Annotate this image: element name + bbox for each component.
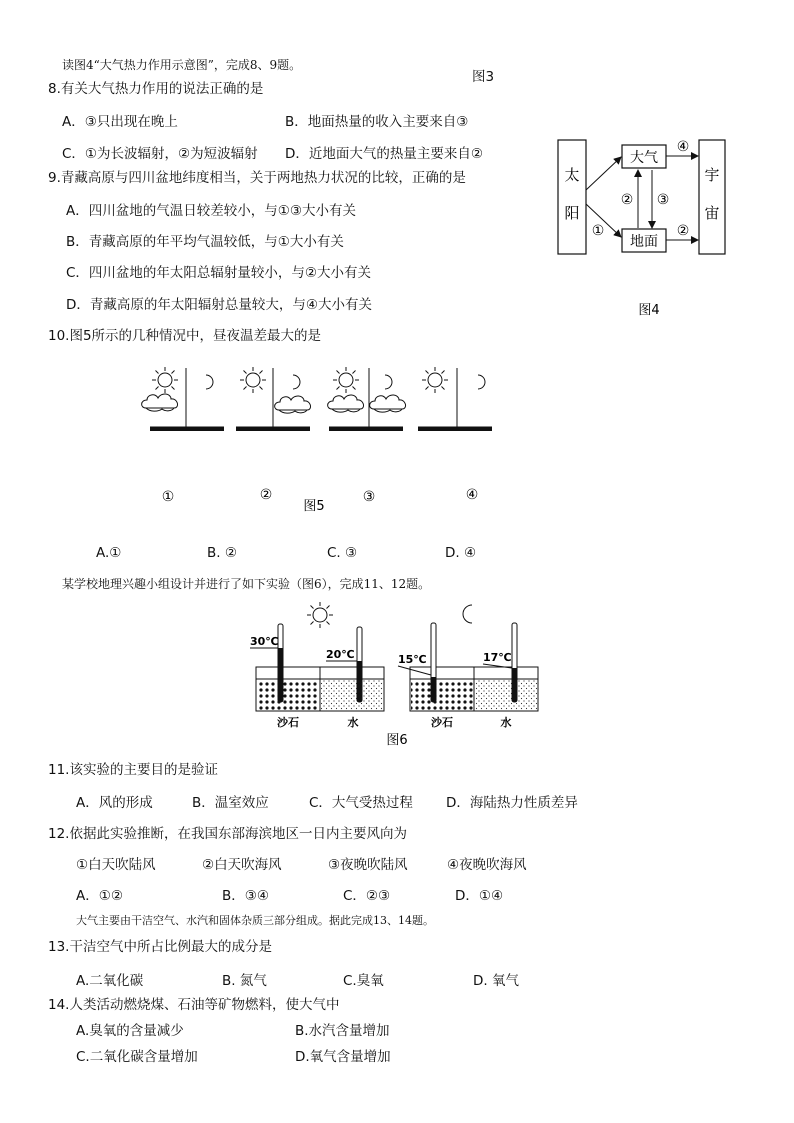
q8-option-c[interactable]: C．①为长波辐射，②为短波辐射	[62, 146, 258, 162]
q13-option-d[interactable]: D. 氧气	[473, 973, 519, 989]
fig5-caption: 图5	[303, 499, 325, 514]
q12-choice-1: ①白天吹陆风	[76, 857, 156, 873]
sun-box	[558, 140, 586, 254]
q11-option-b[interactable]: B．温室效应	[192, 795, 269, 811]
q10-option-c[interactable]: C. ③	[327, 545, 358, 561]
fig5-label-4: ④	[465, 487, 479, 503]
night-sand-label: 沙石	[431, 716, 453, 729]
day-water-label: 水	[347, 716, 359, 729]
marker-2-left: ②	[620, 192, 634, 208]
night-container	[410, 623, 538, 711]
q11-option-c[interactable]: C．大气受热过程	[309, 795, 413, 811]
fig5-panel-4	[418, 367, 492, 431]
night-water-label: 水	[500, 716, 512, 729]
fig5-panel-3	[328, 367, 406, 431]
q8-option-a[interactable]: A．③只出现在晚上	[62, 114, 178, 130]
q11-option-d[interactable]: D．海陆热力性质差异	[446, 795, 578, 811]
marker-3: ③	[656, 192, 670, 208]
fig6-caption: 图6	[386, 733, 408, 748]
atmosphere-label: 大气	[630, 150, 658, 166]
q10-option-a[interactable]: A.①	[96, 545, 122, 561]
q10-option-b[interactable]: B. ②	[207, 545, 237, 561]
intro-fig6: 某学校地理兴趣小组设计并进行了如下实验（图6），完成11、12题。	[62, 577, 431, 591]
q14-option-c[interactable]: C.二氧化碳含量增加	[76, 1049, 198, 1065]
ground-label: 地面	[630, 234, 658, 250]
q8-option-b[interactable]: B．地面热量的收入主要来自③	[285, 114, 469, 130]
intro-q13-14: 大气主要由干洁空气、水汽和固体杂质三部分组成。据此完成13、14题。	[76, 914, 434, 927]
q14-option-d[interactable]: D.氧气含量增加	[295, 1049, 391, 1065]
arrow-sun-atmosphere	[586, 157, 621, 190]
space-char-2: 宙	[704, 204, 720, 222]
q11-option-a[interactable]: A．风的形成	[76, 795, 153, 811]
fig5-label-1: ①	[161, 489, 175, 505]
q9-option-c[interactable]: C．四川盆地的年太阳总辐射量较小，与②大小有关	[66, 265, 372, 281]
space-char-1: 宇	[704, 166, 720, 184]
day-water-temp: 20℃	[326, 648, 355, 661]
q14-option-b[interactable]: B.水汽含量增加	[295, 1023, 390, 1039]
fig3-label: 图3	[472, 69, 495, 85]
q11-stem: 11.该实验的主要目的是验证	[48, 762, 218, 778]
fig6-diagram	[240, 597, 570, 747]
q12-option-d[interactable]: D．①④	[455, 888, 504, 904]
q12-choice-4: ④夜晚吹海风	[447, 857, 527, 873]
q9-option-b[interactable]: B．青藏高原的年平均气温较低，与①大小有关	[66, 234, 344, 250]
q14-option-a[interactable]: A.臭氧的含量减少	[76, 1023, 184, 1039]
q10-stem: 10.图5所示的几种情况中，昼夜温差最大的是	[48, 328, 322, 344]
sun-char-1: 太	[564, 166, 580, 184]
fig5-panel-2	[236, 367, 311, 431]
fig4-diagram	[552, 134, 742, 324]
intro-fig4: 读图4“大气热力作用示意图”，完成8、9题。	[62, 58, 302, 72]
q14-stem: 14.人类活动燃烧煤、石油等矿物燃料，使大气中	[48, 997, 340, 1013]
q8-stem: 8.有关大气热力作用的说法正确的是	[48, 81, 264, 97]
marker-4: ④	[676, 139, 690, 155]
q13-option-a[interactable]: A.二氧化碳	[76, 973, 144, 989]
q12-option-b[interactable]: B．③④	[222, 888, 269, 904]
q12-stem: 12.依据此实验推断，在我国东部海滨地区一日内主要风向为	[48, 826, 407, 842]
q12-option-c[interactable]: C．②③	[343, 888, 391, 904]
fig4-caption: 图4	[638, 303, 660, 318]
q10-option-d[interactable]: D. ④	[445, 545, 477, 561]
q12-choice-2: ②白天吹海风	[202, 857, 282, 873]
q9-option-a[interactable]: A．四川盆地的气温日较差较小，与①③大小有关	[66, 203, 356, 219]
day-sand-label: 沙石	[277, 716, 299, 729]
night-sand-temp: 15℃	[398, 653, 427, 666]
fig5-label-2: ②	[259, 487, 273, 503]
q13-stem: 13.干洁空气中所占比例最大的成分是	[48, 939, 272, 955]
q12-option-a[interactable]: A．①②	[76, 888, 123, 904]
day-sand-temp: 30℃	[250, 635, 279, 648]
marker-2-right: ②	[676, 223, 690, 239]
fig5-panel-1	[142, 367, 224, 431]
q13-option-c[interactable]: C.臭氧	[343, 973, 384, 989]
q12-choice-3: ③夜晚吹陆风	[328, 857, 408, 873]
night-water-temp: 17℃	[483, 651, 512, 664]
q9-option-d[interactable]: D．青藏高原的年太阳辐射总量较大，与④大小有关	[66, 297, 372, 313]
marker-1: ①	[591, 223, 605, 239]
sun-char-2: 阳	[564, 204, 580, 222]
space-box	[699, 140, 725, 254]
q8-option-d[interactable]: D．近地面大气的热量主要来自②	[285, 146, 483, 162]
fig5-label-3: ③	[362, 489, 376, 505]
q9-stem: 9.青藏高原与四川盆地纬度相当，关于两地热力状况的比较，正确的是	[48, 170, 466, 186]
q13-option-b[interactable]: B. 氮气	[222, 973, 267, 989]
fig5-diagram	[140, 360, 500, 520]
